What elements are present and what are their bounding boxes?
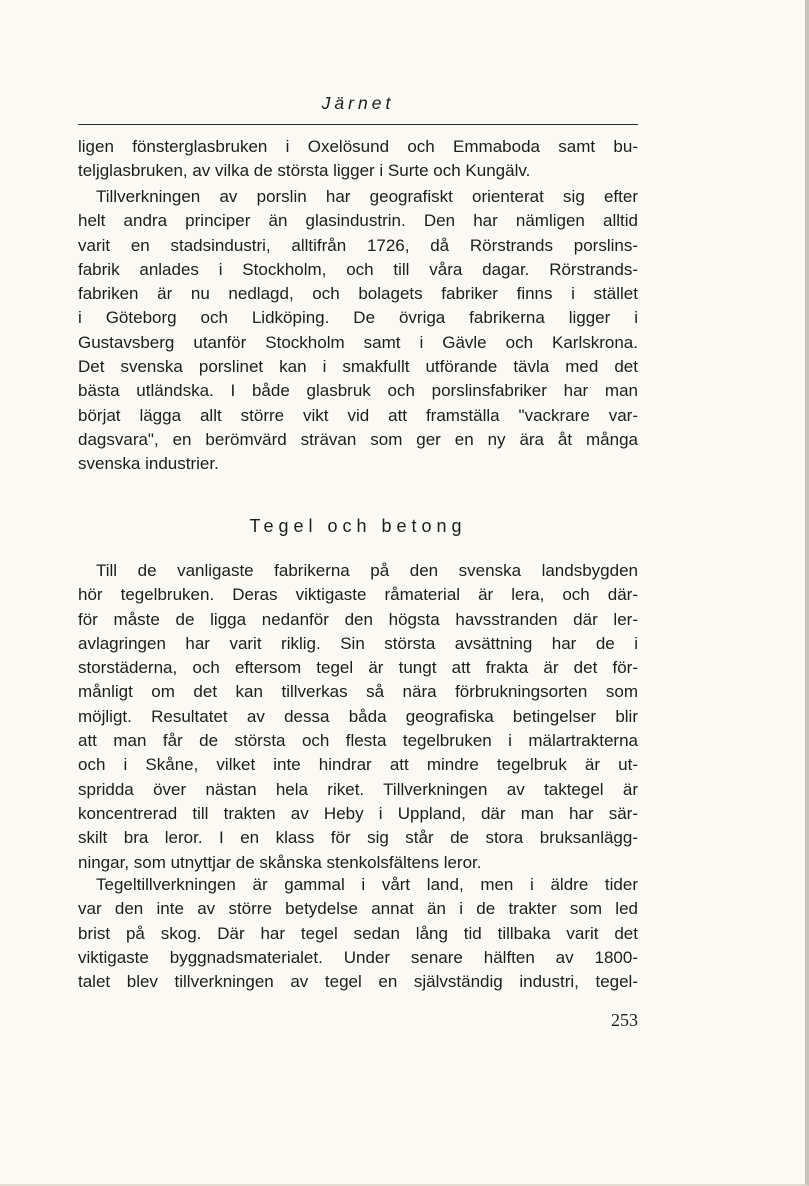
- paragraph-1: [78, 135, 638, 184]
- text-line: viktigaste byggnadsmaterialet. Under senare hälften av 1800-: [78, 947, 638, 967]
- text-line: bästa utländska. I både glasbruk och porslinsfabriker har man: [78, 381, 638, 401]
- text-line: möjligt. Resultatet av dessa båda geografiska betingelser blir: [78, 706, 638, 726]
- text-line: fabrik anlades i Stockholm, och till våra dagar. Rörstrands-: [78, 259, 638, 279]
- text-line: och i Skåne, vilket inte hindrar att mindre tegelbruk är ut-: [78, 755, 638, 775]
- text-line: Tillverkningen av porslin har geografiskt orienterat sig efter: [96, 187, 638, 206]
- text-line: för måste de ligga nedanför den högsta havsstranden där ler-: [78, 609, 638, 629]
- paragraph-2: [78, 185, 638, 477]
- text-line: ningar, som utnyttjar de skånska stenkolsfältens leror.: [78, 852, 482, 872]
- text-line: att man får de största och flesta tegelbruken i mälartrakterna: [78, 731, 638, 751]
- text-line: dagsvara", en berömvärd strävan som ger en ny ära åt många: [78, 429, 638, 449]
- text-line: månligt om det kan tillverkas så nära förbrukningsorten som: [78, 682, 638, 702]
- text-line: fabriken är nu nedlagd, och bolagets fabriker finns i stället: [78, 284, 638, 304]
- text-line: spridda över nästan hela riket. Tillverkningen av taktegel är: [78, 779, 638, 799]
- paragraph-4: [78, 873, 638, 994]
- text-line: ligen fönsterglasbruken i Oxelösund och Emmaboda samt bu-: [78, 137, 638, 156]
- text-line: hör tegelbruken. Deras viktigaste råmaterial är lera, och där-: [78, 585, 638, 605]
- text-line: teljglasbruken, av vilka de största ligger i Surte och Kungälv.: [78, 161, 531, 181]
- text-line: Till de vanligaste fabrikerna på den svenska landsbygden: [96, 561, 638, 580]
- text-line: Gustavsberg utanför Stockholm samt i Gävle och Karlskrona.: [78, 332, 638, 352]
- text-line: i Göteborg och Lidköping. De övriga fabrikerna ligger i: [78, 308, 638, 328]
- text-line: helt andra principer än glasindustrin. Den har nämligen alltid: [78, 211, 638, 231]
- text-line: Det svenska porslinet kan i smakfullt utförande tävla med det: [78, 357, 638, 377]
- running-head: Järnet: [321, 93, 395, 113]
- text-line: brist på skog. Där har tegel sedan lång tid tillbaka varit det: [78, 923, 638, 943]
- page-number: 253: [611, 1010, 638, 1030]
- text-line: Tegeltillverkningen är gammal i vårt land, men i äldre tider: [96, 875, 638, 894]
- text-line: skilt bra leror. I en klass för sig står de stora bruksanlägg-: [78, 828, 638, 848]
- paragraph-3: [78, 559, 638, 875]
- header-rule: [78, 124, 638, 125]
- text-line: varit en stadsindustri, alltifrån 1726, då Rörstrands porslins-: [78, 235, 638, 255]
- text-line: avlagringen har varit riklig. Sin största avsättning har de i: [78, 633, 638, 653]
- text-line: koncentrerad till trakten av Heby i Uppland, där man har sär-: [78, 803, 638, 823]
- text-line: var den inte av större betydelse annat än i de trakter som led: [78, 899, 638, 919]
- text-line: svenska industrier.: [78, 454, 219, 474]
- text-line: storstäderna, och eftersom tegel är tungt att frakta är det för-: [78, 658, 638, 678]
- section-heading: Tegel och betong: [249, 516, 467, 536]
- text-line: talet blev tillverkningen av tegel en självständig industri, tegel-: [78, 972, 638, 992]
- text-line: börjat lägga allt större vikt vid att framställa "vackrare var-: [78, 405, 638, 425]
